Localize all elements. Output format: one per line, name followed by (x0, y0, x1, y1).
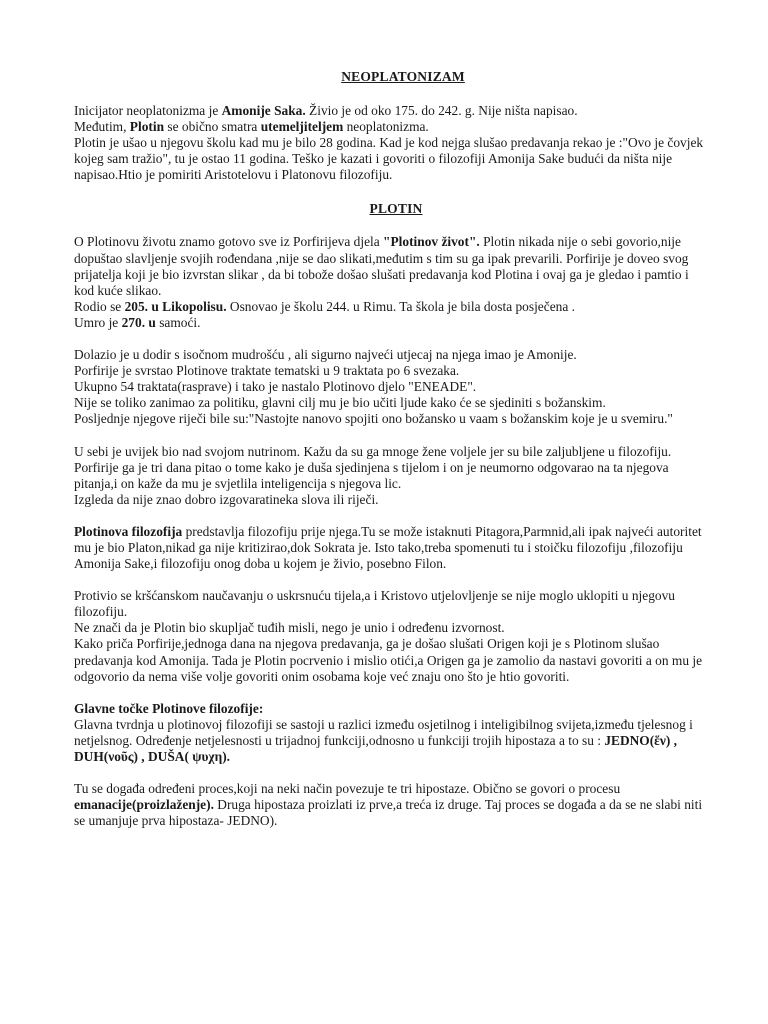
paragraph-block (74, 781, 704, 829)
paragraph-line: O Plotinovu životu znamo gotovo sve iz Porfirijeva djela "Plotinov život". Plotin nikada nije o sebi govorio,nije dopuštao slavljenje svojih rođendana ,nije se dao slikati,međutim s tim su ga ipak prevarili. Porfirije je doveo svog prijatelja koji je bio izvrstan slikar , da bi tobože došao slušati predavanja kod Plotina i ovaj ga je gledao i pamtio i kod kuće slikao. (74, 234, 689, 298)
paragraph-line: Kako priča Porfirije,jednoga dana na njegova predavanja, ga je došao slušati Origen koji je s Plotinom slušao predavanja kod Amonija. Tada je Plotin pocrvenio i mislio otići,a Origen ga je zamolio da nastavi govoriti a on mu je odgovorio da nema više volje govoriti onim osobama koje već znaju ono što je htio govoriti. (74, 636, 703, 684)
paragraph-line: Protivio se kršćanskom naučavanju o uskrsnuću tijela,a i Kristovo utjelovljenje se nije moglo uklopiti u njegovu filozofiju. (74, 588, 675, 620)
paragraph-line: Plotinova filozofija predstavlja filozofiju prije njega.Tu se može istaknuti Pitagora,Parmnid,ali ipak najveći autoritet mu je bio Platon,nikad ga nije kritizirao,dok Sokrata je. Isto tako,treba spomenuti tu i stoičku filozofiju ,filozofiju Amonija Sake,i filozofiju onog doba u kojem je živio, posebno Filon. (74, 523, 702, 572)
section-heading-plotin: PLOTIN (369, 201, 423, 217)
intro-paragraph: Inicijator neoplatonizma je Amonije Saka. Živio je od oko 175. do 242. g. Nije ništa napisao. (74, 103, 578, 118)
paragraph-line: Glavna tvrdnja u plotinovoj filozofiji se sastoji u razlici između osjetilnog i inteligibilnog svijeta,između tjelesnog i netjelsnog. Određenje netjelesnosti u trijadnoj funkciji,odnosno u funkciji trojih hipostaza a to su : JEDNO(ἕν) , DUH(νοῦς) , DUŠA( ψυχη). (74, 716, 693, 764)
paragraph-line: Tu se događa određeni proces,koji na neki način povezuje te tri hipostaze. Obično se govori o procesu emanacije(proizlaženje). Druga hipostaza proizlati iz prve,a treća iz druge. Taj proces se događa a da se ne slabi niti se umanjuje prva hipostaza- JEDNO). (74, 781, 703, 829)
bold-term: 270. u (121, 314, 156, 330)
paragraph-line: Izgleda da nije znao dobro izgovaratineka slova ili riječi. (74, 491, 379, 507)
document-page (74, 69, 704, 829)
paragraph-line: Porfirije ga je tri dana pitao o tome kako je duša sjedinjena s tijelom i on je neumorno odgovarao na ta njegova pitanja,i on kaže da mu je svjetlila inteligencija s njegova lic. (74, 459, 669, 491)
bold-term: 205. u Likopolisu. (124, 298, 227, 314)
paragraph-line: Ne znači da je Plotin bio skupljač tuđih misli, nego je unio i određenu izvornost. (74, 620, 505, 636)
bold-term: JEDNO(ἕν) , DUH(νοῦς) , DUŠA( ψυχη). (74, 732, 678, 764)
paragraph-block (74, 588, 704, 685)
bold-term: utemeljiteljem (260, 119, 344, 135)
paragraph-block (74, 701, 704, 765)
paragraph-line: Ukupno 54 traktata(rasprave) i tako je nastalo Plotinovo djelo "ENEADE". (74, 379, 477, 395)
bold-term: Plotinova filozofija (74, 523, 183, 539)
paragraph-line: Nije se toliko zanimao za politiku, glavni cilj mu je bio učiti ljude kako će se sjediniti s božanskim. (74, 395, 606, 411)
intro-section (74, 103, 704, 183)
paragraph-line: Posljednje njegove riječi bile su:"Nastojte nanovo spojiti ono božansko u vaam s božanskim koje je u svemiru." (74, 411, 673, 427)
bold-term: Plotin (129, 119, 165, 135)
paragraph-block (74, 524, 704, 572)
intro-paragraph: Međutim, Plotin se obično smatra utemeljiteljem neoplatonizma. (74, 119, 429, 135)
paragraph-line: Rodio se 205. u Likopolisu. Osnovao je školu 244. u Rimu. Ta škola je bila dosta posječena . (74, 298, 575, 314)
document-title: NEOPLATONIZAM (341, 69, 465, 84)
paragraph-block (74, 444, 704, 508)
paragraph-block (74, 234, 704, 331)
intro-paragraph: Plotin je ušao u njegovu školu kad mu je bilo 28 godina. Kad je kod nejga slušao predavanja rekao je :"Ovo je čovjek kojeg sam tražio", tu je ostao 11 godina. Teško je kazati i govoriti o filozofiji Amonija Sake budući da ništa nije napisao.Htio je pomiriti Aristotelovu i Platonovu filozofiju. (74, 135, 704, 183)
paragraph-line: Umro je 270. u samoći. (74, 314, 201, 330)
paragraph-line: Dolazio je u dodir s isočnom mudrošću , ali sigurno najveći utjecaj na njega imao je Amonije. (74, 347, 577, 363)
bold-term: emanacije(proizlaženje). (74, 797, 214, 813)
paragraph-block (74, 347, 704, 427)
bold-term: Amonije Saka. (221, 103, 306, 118)
paragraph-line (74, 701, 704, 717)
bold-term: Glavne točke Plotinove filozofije: (74, 700, 264, 716)
paragraph-line: Porfirije je svrstao Plotinove traktate tematski u 9 traktata po 6 svezaka. (74, 363, 460, 379)
bold-term: "Plotinov život". (383, 234, 480, 250)
paragraph-line: U sebi je uvijek bio nad svojom nutrinom. Kažu da su ga mnoge žene voljele jer su bile zaljubljene u filozofiju. (74, 443, 672, 459)
plotin-sections (74, 234, 704, 829)
